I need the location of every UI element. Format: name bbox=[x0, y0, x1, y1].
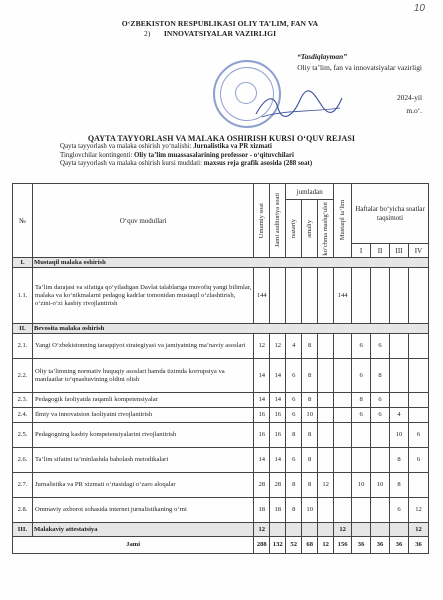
table-row: 2.4. Ilmiy va innovatsion faoliyatni rivojlantirish 16 16 6 10 6 6 4 bbox=[13, 408, 429, 423]
course-meta bbox=[60, 143, 312, 169]
header-jumladan: jumladan bbox=[286, 184, 334, 200]
approval-title: “Tasdiqlayman” bbox=[297, 52, 347, 61]
table-row: 2.1. Yangi O‘zbekistonning taraqqiyot strategiyasi va jamiyatning ma’naviy asoslari 12 12 4 8 6 6 bbox=[13, 334, 429, 359]
ministry-line-1: O‘ZBEKISTON RESPUBLIKASI OLIY TA’LIM, FAN VA bbox=[121, 19, 319, 28]
header-kochma: ko‘chma mashg‘ulot bbox=[318, 200, 334, 258]
header-mark: 2) bbox=[144, 29, 151, 38]
header-module: O‘quv modullari bbox=[32, 184, 253, 258]
document-title: QAYTA TAYYORLASH VA MALAKA OSHIRISH KURSI O‘QUV REJASI bbox=[87, 134, 356, 143]
table-row: 2.2. Oliy ta’limning normativ huquqiy asoslari hamda tizimda korrupsiya va manfaatlar to‘qnashuvining oldini olish 14 14 6 8 6 8 bbox=[13, 359, 429, 393]
header-total: Umumiy soat bbox=[254, 184, 270, 258]
section-row: I. Mustaqil malaka oshirish bbox=[13, 258, 429, 268]
table-row: 2.7. Jurnalistika va PR xizmati o‘rtasidagi o‘zaro aloqalar 28 28 8 8 12 10 10 8 bbox=[13, 473, 429, 498]
header-nazariy: nazariy bbox=[286, 200, 302, 258]
table-row: 2.5. Pedagogning kasbiy kompetensiyalarini rivojlantirish 16 16 8 8 10 6 bbox=[13, 423, 429, 448]
header-mustaqil: Mustaqil ta’lim bbox=[334, 184, 352, 258]
meta-line: Tinglovchilar kontingenti: Oliy ta’lim muassasalarining professor - o‘qituvchilari bbox=[60, 151, 294, 159]
header-weeks: Haftalar bo‘yicha soatlar taqsimoti bbox=[352, 184, 429, 244]
header-auditory: Jami auditoriya soati bbox=[270, 184, 286, 258]
total-row: Jami 288 132 52 68 12 156 36 36 36 36 bbox=[13, 537, 429, 554]
table-header bbox=[13, 184, 429, 258]
header-week-2: II bbox=[371, 244, 390, 258]
header-num: № bbox=[13, 184, 33, 258]
approval-block bbox=[222, 52, 422, 116]
meta-line: Qayta tayyorlash va malaka oshirish kursi muddati: maxsus reja grafik asosida (288 soat) bbox=[60, 160, 313, 168]
curriculum-table bbox=[12, 183, 429, 554]
header-amaliy: amaliy bbox=[302, 200, 318, 258]
approval-year: 2024-yil bbox=[396, 93, 422, 103]
meta-line: Qayta tayyorlash va malaka oshirish yo‘nalishi: Jurnalistika va PR xizmati bbox=[60, 143, 272, 150]
approval-line: Oliy ta’lim, fan va innovatsiyalar vazirligi bbox=[297, 62, 422, 72]
table-row: 2.6. Ta’lim sifatini ta’minlashda baholash metodikalari 14 14 6 8 8 6 bbox=[13, 448, 429, 473]
header-week-4: IV bbox=[408, 244, 428, 258]
section-row: II. Bevosita malaka oshirish bbox=[13, 324, 429, 334]
ministry-header bbox=[70, 19, 370, 39]
ministry-line-2: INNOVATSIYALAR VAZIRLIGI bbox=[163, 29, 277, 38]
header-week-3: III bbox=[390, 244, 409, 258]
table-row: 2.8. Ommaviy axborot sohasida internet jurnalistikaning o‘rni 18 18 8 10 6 12 bbox=[13, 498, 429, 523]
page-number: 10 bbox=[413, 3, 425, 14]
approval-place: m.o‘. bbox=[406, 105, 422, 115]
section-row: III. Malakaviy attestatsiya 12 12 12 bbox=[13, 523, 429, 537]
table-row: 1.1. Ta’lim darajasi va sifatiga qo‘yiladigan Davlat talablariga muvofiq yangi bilimlar, malaka va ko‘nikmalarni pedagog kadrlar tomonidan mustaqil o‘zlashtirish, o‘zini-o‘zi kasbiy rivojlantirish 144 144 bbox=[13, 268, 429, 324]
table-row: 2.3. Pedagogik faoliyatda raqamli kompetensiyalar 14 14 6 8 8 6 bbox=[13, 393, 429, 408]
header-week-1: I bbox=[352, 244, 371, 258]
